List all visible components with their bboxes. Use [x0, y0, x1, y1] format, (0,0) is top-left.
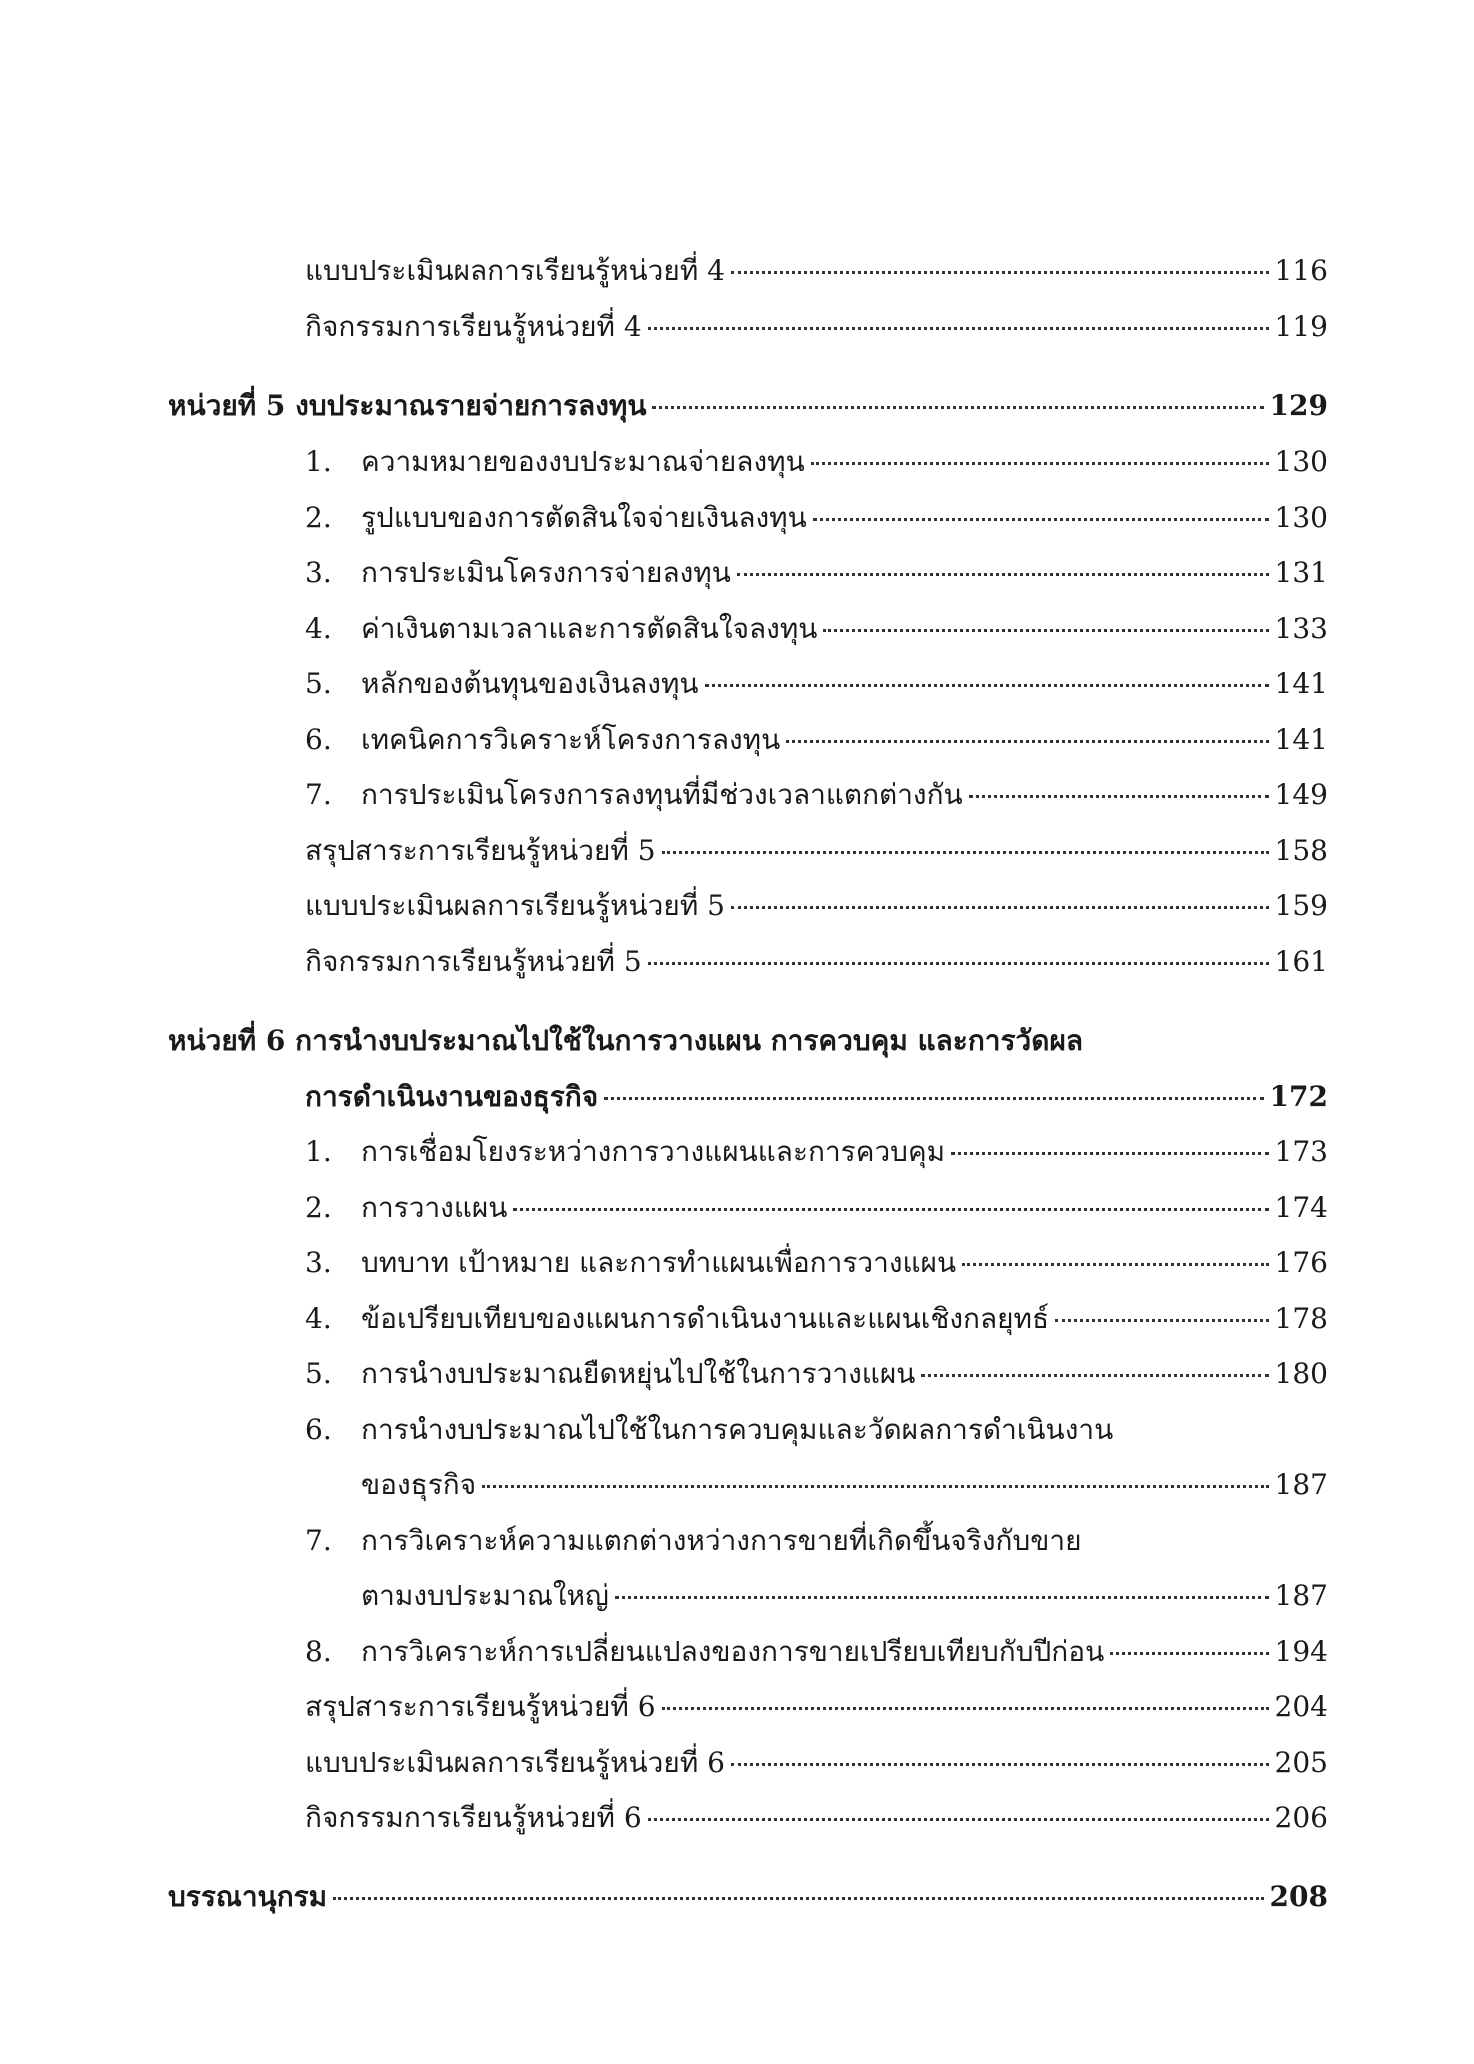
unit-page: 172: [1269, 1080, 1328, 1113]
toc-entry-title: แบบประเมินผลการเรียนรู้หน่วยที่ 5: [305, 889, 725, 922]
dot-leader: [737, 573, 1269, 576]
toc-entry: [0, 1681, 1474, 1733]
toc-entry: [0, 1792, 1474, 1844]
toc-item-title: การนำงบประมาณยืดหยุ่นไปใช้ในการวางแผน: [361, 1357, 916, 1390]
toc-item: [0, 658, 1474, 710]
toc-item-title: ข้อเปรียบเทียบของแผนการดำเนินงานและแผนเชิงกลยุทธ์: [361, 1302, 1050, 1335]
unit-heading-5: [0, 380, 1474, 432]
toc-item-title: การวิเคราะห์การเปลี่ยนแปลงของการขายเปรียบเทียบกับปีก่อน: [361, 1635, 1105, 1668]
unit-title-line1: หน่วยที่ 6 การนำงบประมาณไปใช้ในการวางแผน การควบคุม และการวัดผล: [168, 1024, 1084, 1057]
unit-title-line2: การดำเนินงานของธุรกิจ: [305, 1080, 599, 1113]
toc-item-number: 1.: [305, 1135, 332, 1168]
toc-entry: [0, 1737, 1474, 1789]
dot-leader: [648, 327, 1269, 330]
dot-leader: [731, 1763, 1269, 1766]
dot-leader: [648, 1818, 1269, 1821]
dot-leader: [951, 1152, 1268, 1155]
toc-item-title-line1: การวิเคราะห์ความแตกต่างหว่างการขายที่เกิดขึ้นจริงกับขาย: [361, 1524, 1082, 1557]
toc-entry-title: กิจกรรมการเรียนรู้หน่วยที่ 6: [305, 1801, 642, 1834]
toc-entry: [0, 825, 1474, 877]
toc-item-page: 133: [1274, 612, 1328, 645]
toc-item-page: 149: [1274, 778, 1328, 811]
bibliography-entry: [0, 1871, 1474, 1923]
toc-item-number: 7.: [305, 1524, 332, 1557]
toc-item-number: 8.: [305, 1635, 332, 1668]
toc-entry-page: 161: [1274, 945, 1328, 978]
toc-item-number: 5.: [305, 667, 332, 700]
dot-leader: [652, 406, 1263, 409]
toc-entry-title: สรุปสาระการเรียนรู้หน่วยที่ 5: [305, 834, 656, 867]
toc-item-number: 3.: [305, 556, 332, 589]
toc-item-title: ความหมายของงบประมาณจ่ายลงทุน: [361, 445, 805, 478]
toc-entry-page: 205: [1274, 1746, 1328, 1779]
toc-item: [0, 1182, 1474, 1234]
toc-item: [0, 547, 1474, 599]
toc-item-page: 187: [1274, 1468, 1328, 1501]
toc-item-continued: [0, 1459, 1474, 1511]
dot-leader: [482, 1485, 1268, 1488]
toc-item: [0, 492, 1474, 544]
toc-item: [0, 1626, 1474, 1678]
toc-entry: [0, 936, 1474, 988]
toc-item-page: 178: [1274, 1302, 1328, 1335]
unit-heading-6-line2: [0, 1071, 1474, 1123]
toc-item-page: 174: [1274, 1191, 1328, 1224]
toc-entry-title: แบบประเมินผลการเรียนรู้หน่วยที่ 4: [305, 254, 725, 287]
toc-item-page: 131: [1274, 556, 1328, 589]
dot-leader: [731, 906, 1269, 909]
dot-leader: [604, 1097, 1263, 1100]
dot-leader: [333, 1897, 1263, 1900]
dot-leader: [1110, 1652, 1268, 1655]
toc-item-page: 130: [1274, 445, 1328, 478]
dot-leader: [662, 1707, 1269, 1710]
unit-page: 129: [1269, 389, 1328, 422]
toc-item-number: 7.: [305, 778, 332, 811]
toc-item: [0, 714, 1474, 766]
unit-heading-6-line1: [0, 1015, 1474, 1067]
dot-leader: [615, 1596, 1269, 1599]
dot-leader: [813, 518, 1269, 521]
dot-leader: [823, 629, 1268, 632]
toc-item-title-line2: ของธุรกิจ: [361, 1468, 477, 1501]
unit-title: หน่วยที่ 5 งบประมาณรายจ่ายการลงทุน: [168, 389, 647, 422]
bibliography-title: บรรณานุกรม: [168, 1880, 328, 1913]
dot-leader: [962, 1263, 1268, 1266]
toc-item: [0, 603, 1474, 655]
dot-leader: [705, 684, 1269, 687]
dot-leader: [731, 271, 1269, 274]
toc-item-title-line1: การนำงบประมาณไปใช้ในการควบคุมและวัดผลการดำเนินงาน: [361, 1413, 1114, 1446]
toc-entry-page: 158: [1274, 834, 1328, 867]
dot-leader: [811, 462, 1269, 465]
toc-item: [0, 1237, 1474, 1289]
toc-entry: [0, 301, 1474, 353]
dot-leader: [648, 962, 1269, 965]
dot-leader: [786, 740, 1268, 743]
toc-entry-title: กิจกรรมการเรียนรู้หน่วยที่ 5: [305, 945, 642, 978]
toc-entry: [0, 245, 1474, 297]
toc-item: [0, 1515, 1474, 1567]
toc-item-page: 173: [1274, 1135, 1328, 1168]
toc-entry: [0, 880, 1474, 932]
toc-item-page: 141: [1274, 723, 1328, 756]
toc-item-page: 130: [1274, 501, 1328, 534]
toc-item-page: 187: [1274, 1579, 1328, 1612]
toc-item-title: การเชื่อมโยงระหว่างการวางแผนและการควบคุม: [361, 1135, 946, 1168]
toc-entry-page: 204: [1274, 1690, 1328, 1723]
toc-item-title: การวางแผน: [361, 1191, 508, 1224]
toc-item-page: 194: [1274, 1635, 1328, 1668]
bibliography-page: 208: [1269, 1880, 1328, 1913]
dot-leader: [1055, 1319, 1268, 1322]
toc-item-title: การประเมินโครงการจ่ายลงทุน: [361, 556, 731, 589]
toc-entry-page: 159: [1274, 889, 1328, 922]
dot-leader: [969, 795, 1269, 798]
toc-item-title: ค่าเงินตามเวลาและการตัดสินใจลงทุน: [361, 612, 818, 645]
dot-leader: [921, 1374, 1268, 1377]
toc-entry-page: 206: [1274, 1801, 1328, 1834]
toc-entry-title: สรุปสาระการเรียนรู้หน่วยที่ 6: [305, 1690, 656, 1723]
toc-entry-title: แบบประเมินผลการเรียนรู้หน่วยที่ 6: [305, 1746, 725, 1779]
toc-item-number: 2.: [305, 501, 332, 534]
toc-item-number: 1.: [305, 445, 332, 478]
toc-item-number: 6.: [305, 723, 332, 756]
dot-leader: [513, 1208, 1268, 1211]
toc-item-number: 6.: [305, 1413, 332, 1446]
toc-item: [0, 769, 1474, 821]
toc-item: [0, 1293, 1474, 1345]
toc-entry-page: 119: [1274, 310, 1328, 343]
toc-item: [0, 436, 1474, 488]
toc-item-number: 5.: [305, 1357, 332, 1390]
toc-item-number: 2.: [305, 1191, 332, 1224]
toc-item-page: 180: [1274, 1357, 1328, 1390]
toc-item: [0, 1404, 1474, 1456]
toc-item-title: รูปแบบของการตัดสินใจจ่ายเงินลงทุน: [361, 501, 807, 534]
toc-item-title: หลักของต้นทุนของเงินลงทุน: [361, 667, 699, 700]
toc-item-number: 4.: [305, 612, 332, 645]
toc-item-title: บทบาท เป้าหมาย และการทำแผนเพื่อการวางแผน: [361, 1246, 957, 1279]
toc-item-number: 4.: [305, 1302, 332, 1335]
toc-entry-title: กิจกรรมการเรียนรู้หน่วยที่ 4: [305, 310, 642, 343]
toc-item-page: 176: [1274, 1246, 1328, 1279]
toc-item-page: 141: [1274, 667, 1328, 700]
toc-item-title: เทคนิคการวิเคราะห์โครงการลงทุน: [361, 723, 781, 756]
toc-item-continued: [0, 1570, 1474, 1622]
dot-leader: [662, 851, 1269, 854]
toc-item-title-line2: ตามงบประมาณใหญ่: [361, 1579, 609, 1612]
toc-item: [0, 1126, 1474, 1178]
toc-item: [0, 1348, 1474, 1400]
toc-item-number: 3.: [305, 1246, 332, 1279]
toc-item-title: การประเมินโครงการลงทุนที่มีช่วงเวลาแตกต่างกัน: [361, 778, 963, 811]
toc-entry-page: 116: [1274, 254, 1328, 287]
